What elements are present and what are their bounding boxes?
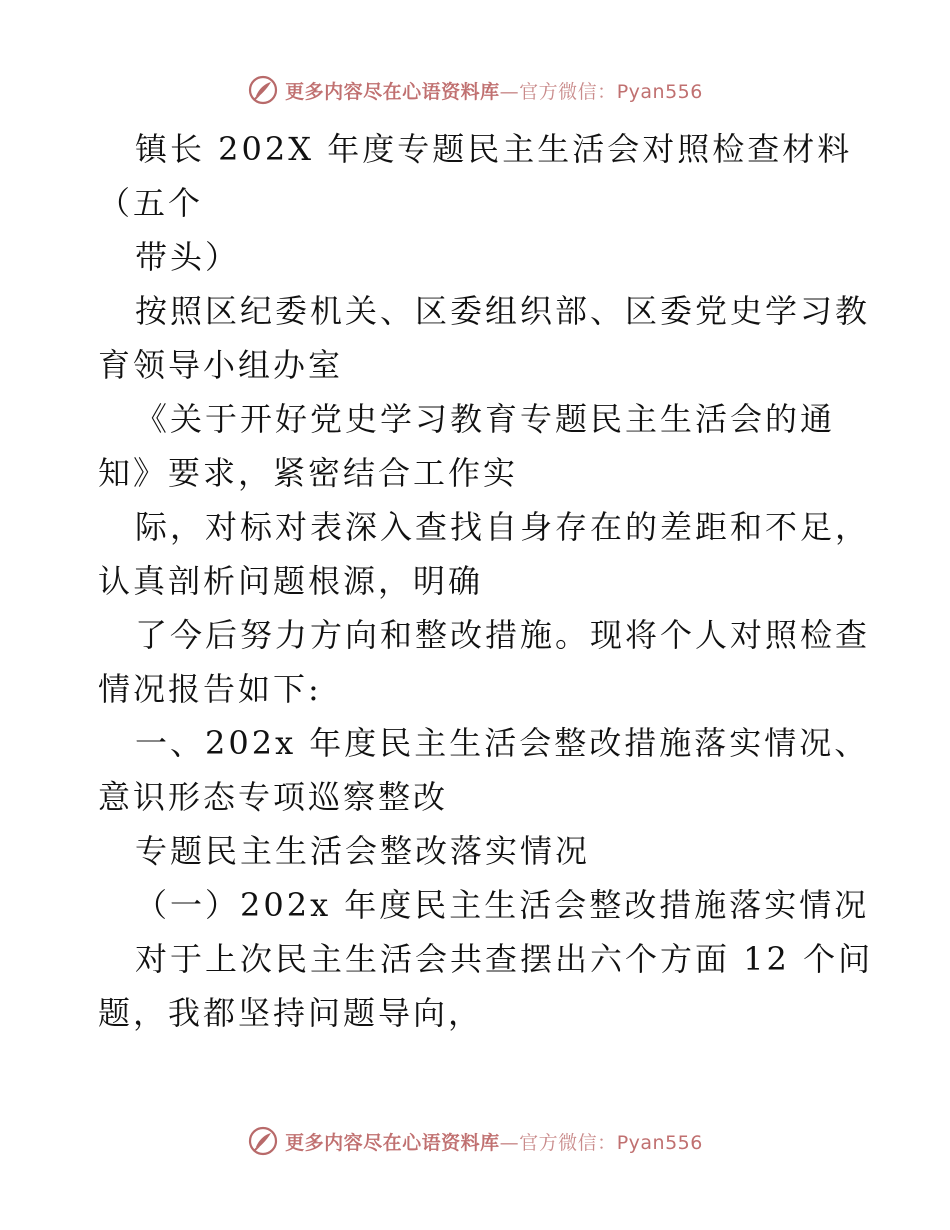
watermark-brand: 更多内容尽在心语资料库 — [285, 1131, 500, 1154]
text-line: 育领导小组办室 — [98, 346, 344, 384]
quill-seal-icon — [247, 1125, 279, 1157]
text-line: 按照区纪委机关、区委组织部、区委党史学习教 — [135, 292, 871, 330]
text-line: 意识形态专项巡察整改 — [98, 778, 449, 816]
watermark-brand: 更多内容尽在心语资料库 — [285, 80, 500, 103]
watermark-separator: — — [499, 1131, 520, 1154]
watermark-separator: — — [499, 80, 520, 103]
text-line: 题，我都坚持问题导向， — [98, 994, 484, 1032]
watermark-wechat-label: 官方微信： — [519, 80, 617, 103]
quill-seal-icon — [247, 74, 279, 106]
header-watermark — [0, 70, 950, 110]
text-line: 一、202x 年度民主生活会整改措施落实情况、 — [135, 724, 870, 762]
text-line: 情况报告如下: — [98, 670, 322, 708]
watermark-text — [285, 77, 703, 104]
watermark-wechat-label: 官方微信： — [519, 1131, 617, 1154]
watermark-text — [285, 1128, 703, 1155]
text-line: 对于上次民主生活会共查摆出六个方面 12 个问 — [135, 940, 874, 978]
text-line: 《关于开好党史学习教育专题民主生活会的通 — [135, 400, 836, 438]
text-line: 际，对标对表深入查找自身存在的差距和不足， — [135, 508, 871, 546]
text-line: 了今后努力方向和整改措施。现将个人对照检查 — [135, 616, 871, 654]
text-line: （五个 — [98, 184, 204, 222]
text-line: 带头） — [135, 238, 241, 276]
text-line: 镇长 202X 年度专题民主生活会对照检查材料 — [135, 130, 853, 168]
watermark-wechat-id: Pyan556 — [616, 1131, 703, 1154]
text-line: 认真剖析问题根源，明确 — [98, 562, 484, 600]
footer-watermark — [0, 1121, 950, 1161]
document-body — [98, 122, 874, 1040]
text-line: （一）202x 年度民主生活会整改措施落实情况 — [135, 886, 870, 924]
watermark-wechat-id: Pyan556 — [616, 80, 703, 103]
text-line: 专题民主生活会整改落实情况 — [135, 832, 591, 870]
text-line: 知》要求，紧密结合工作实 — [98, 454, 519, 492]
